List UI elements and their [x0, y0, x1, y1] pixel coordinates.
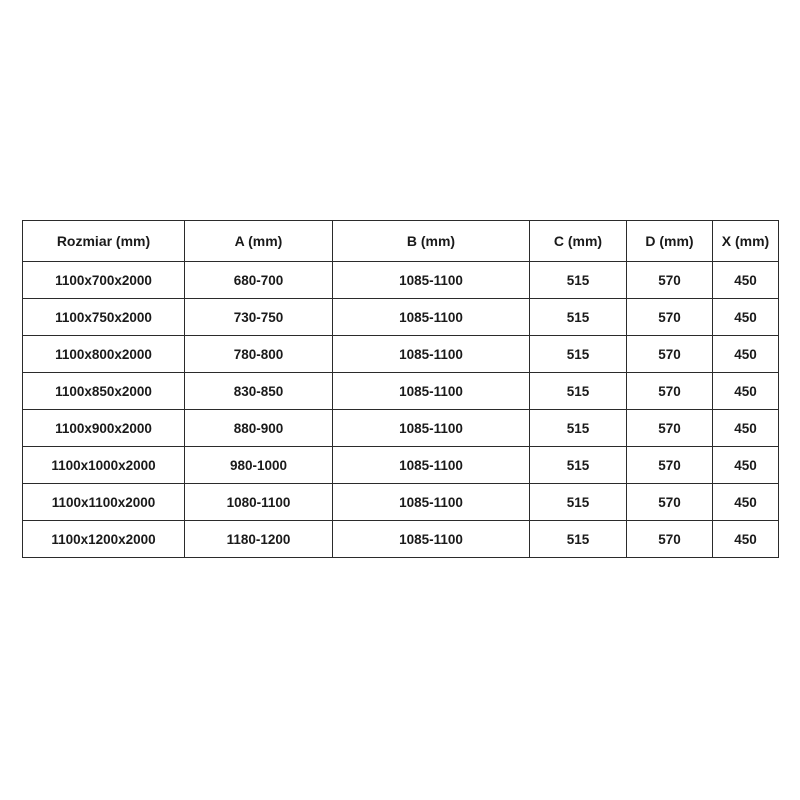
- table-row: [23, 336, 779, 373]
- cell-d: 570: [627, 262, 713, 299]
- column-header-c: C (mm): [530, 221, 627, 262]
- cell-b: 1085-1100: [333, 521, 530, 558]
- table-row: [23, 484, 779, 521]
- cell-rozmiar: 1100x850x2000: [23, 373, 185, 410]
- table-row: [23, 410, 779, 447]
- cell-rozmiar: 1100x700x2000: [23, 262, 185, 299]
- column-header-a: A (mm): [185, 221, 333, 262]
- cell-a: 1180-1200: [185, 521, 333, 558]
- cell-c: 515: [530, 373, 627, 410]
- cell-d: 570: [627, 336, 713, 373]
- column-header-d: D (mm): [627, 221, 713, 262]
- table-body: [23, 262, 779, 558]
- cell-a: 880-900: [185, 410, 333, 447]
- cell-a: 1080-1100: [185, 484, 333, 521]
- cell-b: 1085-1100: [333, 299, 530, 336]
- cell-b: 1085-1100: [333, 484, 530, 521]
- cell-c: 515: [530, 521, 627, 558]
- cell-b: 1085-1100: [333, 410, 530, 447]
- column-header-x: X (mm): [713, 221, 779, 262]
- cell-x: 450: [713, 373, 779, 410]
- cell-b: 1085-1100: [333, 373, 530, 410]
- cell-a: 830-850: [185, 373, 333, 410]
- cell-d: 570: [627, 299, 713, 336]
- cell-x: 450: [713, 484, 779, 521]
- table-row: [23, 299, 779, 336]
- cell-d: 570: [627, 410, 713, 447]
- cell-c: 515: [530, 336, 627, 373]
- table-header: [23, 221, 779, 262]
- column-header-rozmiar: Rozmiar (mm): [23, 221, 185, 262]
- cell-a: 980-1000: [185, 447, 333, 484]
- table-row: [23, 262, 779, 299]
- specification-table: [22, 220, 779, 558]
- cell-a: 680-700: [185, 262, 333, 299]
- cell-d: 570: [627, 484, 713, 521]
- cell-d: 570: [627, 373, 713, 410]
- cell-c: 515: [530, 447, 627, 484]
- cell-x: 450: [713, 521, 779, 558]
- cell-b: 1085-1100: [333, 336, 530, 373]
- table-row: [23, 373, 779, 410]
- table-row: [23, 447, 779, 484]
- cell-rozmiar: 1100x1200x2000: [23, 521, 185, 558]
- cell-b: 1085-1100: [333, 447, 530, 484]
- cell-rozmiar: 1100x750x2000: [23, 299, 185, 336]
- cell-rozmiar: 1100x1000x2000: [23, 447, 185, 484]
- cell-x: 450: [713, 336, 779, 373]
- cell-x: 450: [713, 262, 779, 299]
- cell-c: 515: [530, 299, 627, 336]
- specification-table-container: [22, 220, 778, 558]
- cell-c: 515: [530, 410, 627, 447]
- cell-a: 780-800: [185, 336, 333, 373]
- cell-rozmiar: 1100x900x2000: [23, 410, 185, 447]
- cell-rozmiar: 1100x1100x2000: [23, 484, 185, 521]
- table-header-row: [23, 221, 779, 262]
- cell-x: 450: [713, 410, 779, 447]
- column-header-b: B (mm): [333, 221, 530, 262]
- cell-b: 1085-1100: [333, 262, 530, 299]
- cell-d: 570: [627, 521, 713, 558]
- cell-a: 730-750: [185, 299, 333, 336]
- cell-x: 450: [713, 447, 779, 484]
- cell-x: 450: [713, 299, 779, 336]
- table-row: [23, 521, 779, 558]
- cell-d: 570: [627, 447, 713, 484]
- cell-c: 515: [530, 262, 627, 299]
- cell-c: 515: [530, 484, 627, 521]
- cell-rozmiar: 1100x800x2000: [23, 336, 185, 373]
